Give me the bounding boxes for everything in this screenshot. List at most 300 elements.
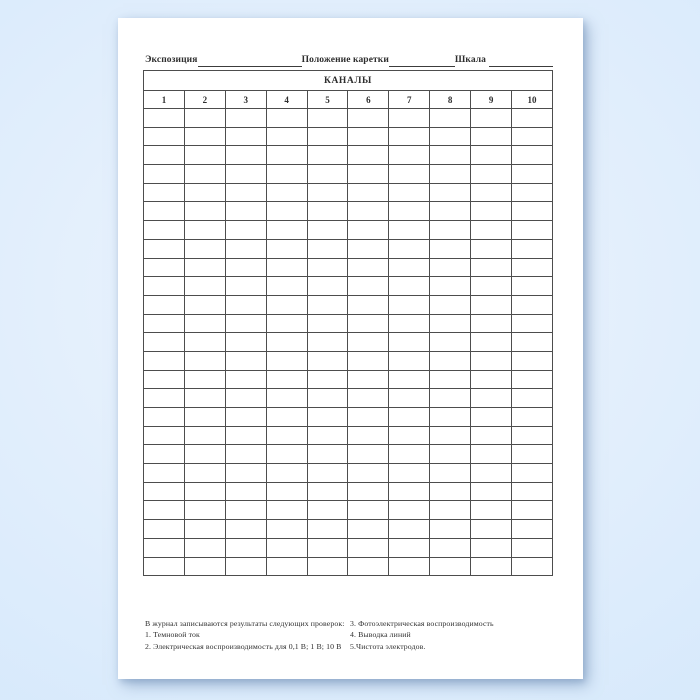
empty-data-row (144, 520, 553, 539)
empty-cell (225, 333, 266, 352)
scale-blank-line (489, 63, 553, 67)
empty-cell (184, 389, 225, 408)
empty-cell (266, 239, 307, 258)
empty-data-row (144, 127, 553, 146)
empty-cell (266, 538, 307, 557)
empty-cell (225, 165, 266, 184)
empty-cell (307, 351, 348, 370)
empty-cell (266, 482, 307, 501)
channel-column-header: 2 (184, 91, 225, 109)
empty-cell (184, 277, 225, 296)
empty-cell (348, 557, 389, 576)
empty-cell (348, 538, 389, 557)
empty-cell (225, 370, 266, 389)
empty-cell (471, 520, 512, 539)
channel-column-header: 8 (430, 91, 471, 109)
empty-cell (512, 221, 553, 240)
empty-data-row (144, 277, 553, 296)
empty-cell (348, 277, 389, 296)
empty-cell (389, 501, 430, 520)
empty-cell (512, 370, 553, 389)
empty-cell (225, 127, 266, 146)
empty-cell (225, 221, 266, 240)
empty-cell (430, 127, 471, 146)
empty-cell (389, 221, 430, 240)
empty-cell (430, 464, 471, 483)
empty-data-row (144, 333, 553, 352)
empty-data-row (144, 389, 553, 408)
empty-cell (144, 239, 185, 258)
empty-cell (348, 501, 389, 520)
empty-cell (389, 127, 430, 146)
empty-cell (348, 146, 389, 165)
document-page (118, 18, 583, 679)
empty-cell (184, 557, 225, 576)
empty-cell (225, 520, 266, 539)
empty-cell (389, 408, 430, 427)
empty-cell (471, 370, 512, 389)
empty-data-row (144, 109, 553, 128)
exposure-field-label: Экспозиция (145, 55, 198, 65)
empty-cell (266, 520, 307, 539)
empty-cell (512, 258, 553, 277)
empty-cell (512, 165, 553, 184)
empty-cell (430, 370, 471, 389)
note-item-2: 2. Электрическая воспроизводимость для 0,1 В; 1 В; 10 В (145, 641, 342, 651)
form-header (145, 56, 553, 67)
empty-cell (266, 258, 307, 277)
empty-cell (307, 520, 348, 539)
empty-cell (266, 557, 307, 576)
empty-cell (512, 408, 553, 427)
empty-cell (471, 482, 512, 501)
empty-cell (225, 482, 266, 501)
empty-cell (471, 295, 512, 314)
empty-cell (144, 408, 185, 427)
empty-cell (225, 351, 266, 370)
empty-cell (307, 183, 348, 202)
empty-cell (512, 501, 553, 520)
empty-data-row (144, 538, 553, 557)
empty-cell (389, 351, 430, 370)
footer-notes-left (145, 618, 345, 652)
empty-cell (307, 295, 348, 314)
empty-data-row (144, 370, 553, 389)
empty-cell (389, 165, 430, 184)
empty-cell (471, 557, 512, 576)
channel-column-header: 6 (348, 91, 389, 109)
empty-cell (184, 445, 225, 464)
empty-data-row (144, 202, 553, 221)
empty-cell (144, 538, 185, 557)
empty-cell (225, 295, 266, 314)
empty-cell (266, 408, 307, 427)
empty-cell (389, 445, 430, 464)
empty-cell (471, 538, 512, 557)
empty-cell (512, 277, 553, 296)
empty-cell (430, 314, 471, 333)
empty-cell (430, 538, 471, 557)
empty-cell (348, 183, 389, 202)
empty-cell (307, 482, 348, 501)
empty-cell (430, 146, 471, 165)
note-item-1: 1. Темновой ток (145, 630, 200, 640)
empty-cell (348, 370, 389, 389)
empty-cell (389, 277, 430, 296)
empty-cell (144, 202, 185, 221)
empty-cell (471, 221, 512, 240)
empty-cell (389, 389, 430, 408)
empty-cell (389, 295, 430, 314)
empty-cell (389, 464, 430, 483)
empty-cell (225, 538, 266, 557)
empty-cell (184, 127, 225, 146)
empty-cell (144, 333, 185, 352)
empty-cell (225, 389, 266, 408)
empty-cell (348, 202, 389, 221)
empty-cell (389, 538, 430, 557)
empty-cell (184, 464, 225, 483)
empty-cell (471, 426, 512, 445)
empty-cell (225, 183, 266, 202)
empty-cell (471, 109, 512, 128)
empty-cell (348, 239, 389, 258)
empty-cell (389, 557, 430, 576)
empty-cell (512, 127, 553, 146)
empty-cell (471, 445, 512, 464)
empty-cell (307, 389, 348, 408)
empty-cell (225, 445, 266, 464)
empty-cell (266, 426, 307, 445)
empty-cell (512, 482, 553, 501)
empty-cell (471, 183, 512, 202)
empty-cell (266, 127, 307, 146)
empty-cell (348, 408, 389, 427)
empty-cell (225, 277, 266, 296)
empty-cell (430, 183, 471, 202)
empty-data-row (144, 482, 553, 501)
empty-cell (144, 501, 185, 520)
empty-cell (348, 389, 389, 408)
empty-cell (389, 370, 430, 389)
empty-cell (430, 520, 471, 539)
note-item-5: 5.Чистота электродов. (350, 641, 426, 651)
empty-cell (389, 109, 430, 128)
empty-cell (184, 426, 225, 445)
empty-cell (348, 482, 389, 501)
empty-cell (307, 165, 348, 184)
empty-cell (471, 501, 512, 520)
empty-cell (471, 239, 512, 258)
empty-cell (512, 445, 553, 464)
empty-cell (430, 165, 471, 184)
empty-data-row (144, 464, 553, 483)
table-title-row (144, 71, 553, 91)
table-title-cell: КАНАЛЫ (144, 71, 553, 91)
empty-cell (266, 165, 307, 184)
empty-cell (307, 333, 348, 352)
empty-cell (144, 165, 185, 184)
empty-cell (144, 482, 185, 501)
empty-cell (512, 538, 553, 557)
empty-cell (144, 314, 185, 333)
empty-cell (184, 295, 225, 314)
empty-cell (266, 333, 307, 352)
empty-cell (430, 389, 471, 408)
empty-cell (144, 146, 185, 165)
empty-cell (184, 538, 225, 557)
empty-cell (225, 109, 266, 128)
empty-data-row (144, 239, 553, 258)
empty-cell (184, 482, 225, 501)
empty-cell (430, 408, 471, 427)
empty-cell (225, 464, 266, 483)
empty-cell (266, 314, 307, 333)
carriage-position-blank-line (389, 63, 455, 67)
empty-cell (184, 183, 225, 202)
channels-table (143, 70, 553, 576)
empty-cell (225, 501, 266, 520)
empty-cell (225, 258, 266, 277)
empty-cell (307, 557, 348, 576)
empty-cell (348, 165, 389, 184)
empty-cell (512, 202, 553, 221)
empty-cell (225, 146, 266, 165)
empty-cell (184, 146, 225, 165)
empty-cell (512, 464, 553, 483)
channels-header-row (144, 91, 553, 109)
empty-cell (430, 426, 471, 445)
empty-cell (512, 295, 553, 314)
empty-cell (144, 277, 185, 296)
channels-table-body (144, 71, 553, 576)
empty-cell (471, 277, 512, 296)
empty-cell (471, 389, 512, 408)
note-item-4: 4. Выводка линий (350, 630, 411, 640)
empty-cell (512, 333, 553, 352)
empty-cell (348, 314, 389, 333)
empty-cell (307, 202, 348, 221)
empty-cell (389, 202, 430, 221)
empty-cell (430, 202, 471, 221)
empty-cell (389, 314, 430, 333)
empty-cell (266, 109, 307, 128)
empty-cell (144, 221, 185, 240)
empty-cell (512, 351, 553, 370)
empty-cell (512, 314, 553, 333)
empty-cell (144, 109, 185, 128)
empty-cell (430, 239, 471, 258)
empty-cell (184, 333, 225, 352)
empty-cell (184, 520, 225, 539)
empty-cell (307, 538, 348, 557)
empty-data-row (144, 165, 553, 184)
channel-column-header: 9 (471, 91, 512, 109)
empty-cell (471, 408, 512, 427)
empty-cell (184, 501, 225, 520)
empty-cell (430, 221, 471, 240)
empty-cell (430, 445, 471, 464)
empty-cell (512, 520, 553, 539)
empty-cell (307, 408, 348, 427)
empty-cell (348, 127, 389, 146)
empty-cell (266, 202, 307, 221)
empty-cell (471, 314, 512, 333)
channel-column-header: 3 (225, 91, 266, 109)
channel-column-header: 5 (307, 91, 348, 109)
empty-cell (184, 314, 225, 333)
empty-cell (184, 109, 225, 128)
empty-data-row (144, 258, 553, 277)
empty-cell (266, 351, 307, 370)
empty-cell (144, 426, 185, 445)
empty-cell (307, 370, 348, 389)
empty-cell (389, 482, 430, 501)
empty-cell (307, 221, 348, 240)
empty-cell (471, 127, 512, 146)
empty-cell (184, 370, 225, 389)
empty-data-row (144, 501, 553, 520)
empty-cell (266, 501, 307, 520)
scale-field-label: Шкала (454, 55, 487, 65)
empty-cell (471, 165, 512, 184)
empty-cell (144, 370, 185, 389)
empty-cell (512, 146, 553, 165)
channel-column-header: 4 (266, 91, 307, 109)
empty-cell (471, 258, 512, 277)
empty-cell (348, 221, 389, 240)
empty-cell (430, 109, 471, 128)
empty-cell (471, 146, 512, 165)
empty-cell (184, 165, 225, 184)
empty-cell (430, 351, 471, 370)
empty-cell (430, 295, 471, 314)
empty-cell (184, 258, 225, 277)
empty-cell (266, 146, 307, 165)
empty-cell (512, 183, 553, 202)
empty-cell (307, 239, 348, 258)
empty-cell (389, 146, 430, 165)
empty-cell (225, 557, 266, 576)
empty-data-row (144, 314, 553, 333)
empty-cell (225, 239, 266, 258)
empty-cell (266, 464, 307, 483)
empty-data-row (144, 183, 553, 202)
empty-cell (266, 370, 307, 389)
empty-cell (307, 445, 348, 464)
empty-cell (266, 183, 307, 202)
empty-cell (144, 183, 185, 202)
footer-notes-right (350, 618, 494, 652)
empty-cell (307, 464, 348, 483)
empty-data-row (144, 426, 553, 445)
empty-cell (430, 482, 471, 501)
empty-cell (266, 295, 307, 314)
empty-data-row (144, 557, 553, 576)
empty-cell (512, 426, 553, 445)
empty-cell (471, 351, 512, 370)
empty-cell (266, 221, 307, 240)
empty-cell (184, 221, 225, 240)
empty-cell (430, 333, 471, 352)
empty-cell (348, 295, 389, 314)
empty-cell (430, 557, 471, 576)
empty-cell (307, 258, 348, 277)
empty-cell (430, 501, 471, 520)
empty-cell (144, 127, 185, 146)
empty-cell (389, 426, 430, 445)
empty-cell (184, 202, 225, 221)
empty-cell (348, 426, 389, 445)
empty-cell (512, 239, 553, 258)
empty-cell (266, 445, 307, 464)
empty-cell (144, 389, 185, 408)
empty-cell (348, 258, 389, 277)
channel-column-header: 10 (512, 91, 553, 109)
empty-cell (144, 351, 185, 370)
empty-cell (348, 109, 389, 128)
empty-cell (144, 520, 185, 539)
empty-cell (348, 464, 389, 483)
empty-cell (225, 314, 266, 333)
empty-cell (225, 426, 266, 445)
empty-cell (348, 520, 389, 539)
empty-cell (471, 333, 512, 352)
empty-cell (430, 277, 471, 296)
empty-cell (348, 351, 389, 370)
empty-cell (144, 445, 185, 464)
channel-column-header: 1 (144, 91, 185, 109)
empty-cell (144, 464, 185, 483)
empty-cell (512, 557, 553, 576)
empty-data-row (144, 146, 553, 165)
empty-cell (225, 408, 266, 427)
empty-cell (225, 202, 266, 221)
empty-cell (307, 277, 348, 296)
empty-cell (307, 314, 348, 333)
notes-intro: В журнал записываются результаты следующих проверок: (145, 619, 345, 628)
empty-cell (184, 408, 225, 427)
empty-data-row (144, 445, 553, 464)
empty-cell (471, 464, 512, 483)
empty-cell (184, 239, 225, 258)
empty-data-row (144, 295, 553, 314)
empty-cell (307, 127, 348, 146)
carriage-position-field-label: Положение каретки (301, 55, 389, 65)
empty-cell (512, 109, 553, 128)
empty-cell (144, 258, 185, 277)
channel-column-header: 7 (389, 91, 430, 109)
empty-cell (307, 426, 348, 445)
note-item-3: 3. Фотоэлектрическая воспроизводимость (350, 619, 494, 628)
empty-cell (389, 520, 430, 539)
empty-cell (348, 333, 389, 352)
empty-cell (307, 109, 348, 128)
empty-cell (266, 389, 307, 408)
empty-cell (144, 557, 185, 576)
empty-cell (266, 277, 307, 296)
empty-cell (184, 351, 225, 370)
empty-data-row (144, 221, 553, 240)
empty-cell (512, 389, 553, 408)
empty-cell (307, 501, 348, 520)
empty-cell (144, 295, 185, 314)
empty-cell (389, 333, 430, 352)
empty-cell (430, 258, 471, 277)
empty-data-row (144, 408, 553, 427)
exposure-blank-line (198, 63, 302, 67)
empty-cell (348, 445, 389, 464)
